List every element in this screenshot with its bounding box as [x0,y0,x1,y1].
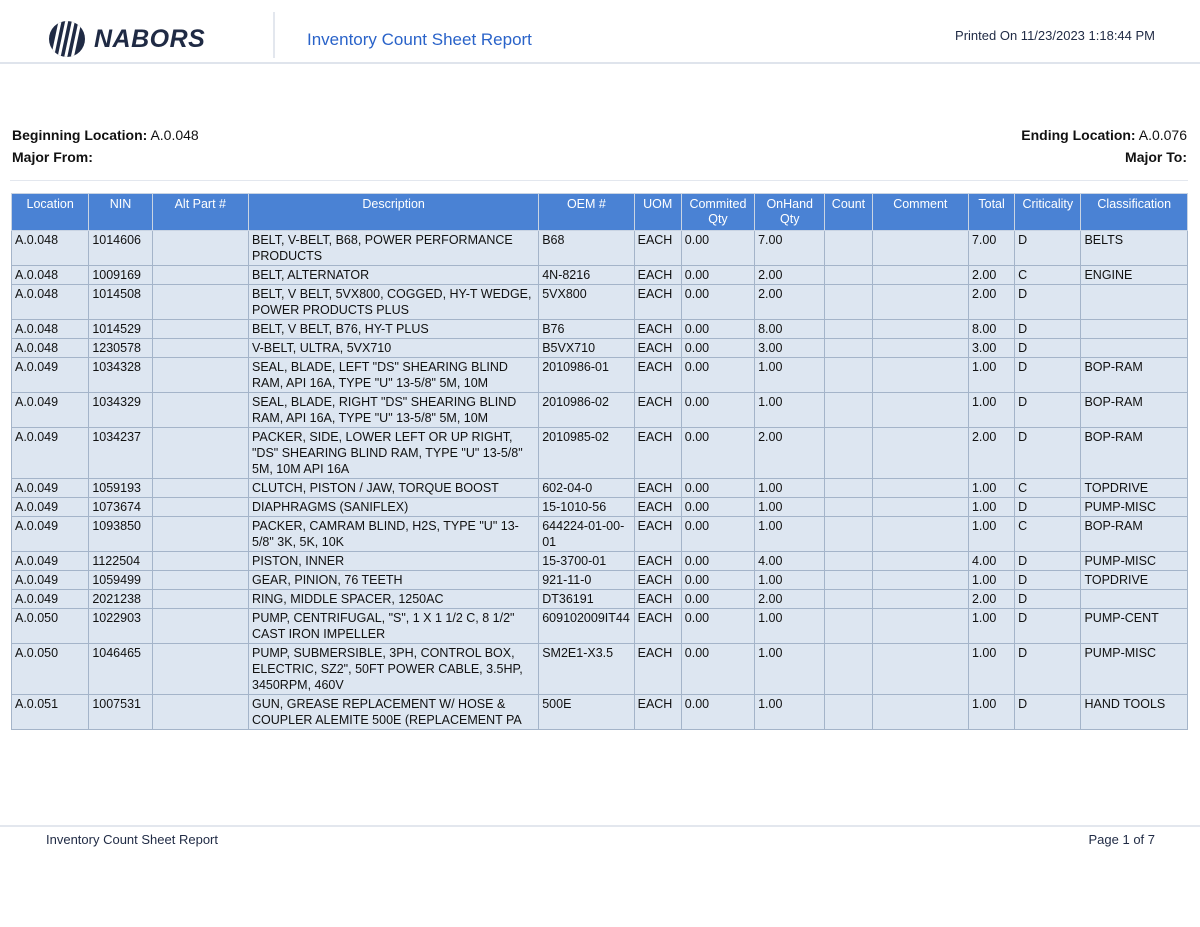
table-row [12,695,1188,730]
col-header-total[interactable]: Total [968,194,1014,231]
cell-nin: 1046465 [89,644,152,695]
cell-oem: 15-3700-01 [539,552,634,571]
cell-oem: 5VX800 [539,285,634,320]
cell-nin: 1009169 [89,266,152,285]
cell-uom: EACH [634,428,681,479]
cell-onhand-qty: 4.00 [755,552,825,571]
col-header-description[interactable]: Description [249,194,539,231]
cell-onhand-qty: 1.00 [755,517,825,552]
col-header-oem[interactable]: OEM # [539,194,634,231]
cell-nin: 2021238 [89,590,152,609]
cell-count[interactable] [825,320,872,339]
ending-location [1021,127,1187,149]
cell-alt-part [152,231,248,266]
cell-nin: 1014529 [89,320,152,339]
col-header-count[interactable]: Count [825,194,872,231]
cell-uom: EACH [634,266,681,285]
cell-description: SEAL, BLADE, RIGHT "DS" SHEARING BLIND RAM, API 16A, TYPE "U" 13-5/8" 5M, 10M [249,393,539,428]
cell-location: A.0.049 [12,552,89,571]
footer-rule [0,825,1200,827]
cell-oem: 15-1010-56 [539,498,634,517]
cell-oem: B5VX710 [539,339,634,358]
cell-commited-qty: 0.00 [681,644,754,695]
beginning-location [12,127,199,149]
cell-uom: EACH [634,571,681,590]
cell-oem: 609102009IT44 [539,609,634,644]
cell-commited-qty: 0.00 [681,339,754,358]
table-body [12,231,1188,730]
major-to [1021,149,1187,171]
cell-alt-part [152,479,248,498]
cell-comment[interactable] [872,231,968,266]
cell-description: PUMP, CENTRIFUGAL, "S", 1 X 1 1/2 C, 8 1/2" CAST IRON IMPELLER [249,609,539,644]
cell-oem: B76 [539,320,634,339]
cell-location: A.0.050 [12,644,89,695]
cell-onhand-qty: 1.00 [755,695,825,730]
cell-count[interactable] [825,339,872,358]
table-row [12,552,1188,571]
cell-total: 1.00 [968,609,1014,644]
cell-onhand-qty: 2.00 [755,428,825,479]
cell-description: BELT, V BELT, B76, HY-T PLUS [249,320,539,339]
cell-commited-qty: 0.00 [681,552,754,571]
cell-total: 2.00 [968,266,1014,285]
cell-total: 4.00 [968,552,1014,571]
cell-commited-qty: 0.00 [681,320,754,339]
table-row [12,358,1188,393]
cell-comment[interactable] [872,552,968,571]
cell-count[interactable] [825,517,872,552]
cell-oem: 2010986-01 [539,358,634,393]
cell-location: A.0.049 [12,393,89,428]
cell-uom: EACH [634,358,681,393]
cell-comment[interactable] [872,590,968,609]
cell-total: 7.00 [968,231,1014,266]
cell-nin: 1014508 [89,285,152,320]
cell-criticality: D [1015,644,1081,695]
table-row [12,339,1188,358]
cell-oem: 602-04-0 [539,479,634,498]
cell-count[interactable] [825,552,872,571]
cell-count[interactable] [825,571,872,590]
cell-nin: 1122504 [89,552,152,571]
cell-classification: TOPDRIVE [1081,479,1188,498]
cell-description: BELT, V BELT, 5VX800, COGGED, HY-T WEDGE, POWER PRODUCTS PLUS [249,285,539,320]
cell-criticality: D [1015,285,1081,320]
cell-comment[interactable] [872,266,968,285]
cell-description: PACKER, CAMRAM BLIND, H2S, TYPE "U" 13-5/8" 3K, 5K, 10K [249,517,539,552]
cell-onhand-qty: 2.00 [755,266,825,285]
cell-onhand-qty: 1.00 [755,479,825,498]
cell-criticality: D [1015,320,1081,339]
cell-classification: PUMP-MISC [1081,498,1188,517]
cell-alt-part [152,393,248,428]
cell-criticality: C [1015,266,1081,285]
cell-classification [1081,339,1188,358]
cell-criticality: D [1015,552,1081,571]
cell-location: A.0.049 [12,590,89,609]
cell-alt-part [152,571,248,590]
header-divider [273,12,275,58]
cell-alt-part [152,285,248,320]
cell-nin: 1059193 [89,479,152,498]
cell-count[interactable] [825,266,872,285]
cell-onhand-qty: 8.00 [755,320,825,339]
meta-right [1021,127,1187,171]
cell-classification: BOP-RAM [1081,358,1188,393]
cell-total: 1.00 [968,571,1014,590]
cell-total: 1.00 [968,517,1014,552]
cell-commited-qty: 0.00 [681,695,754,730]
cell-location: A.0.048 [12,266,89,285]
cell-comment[interactable] [872,571,968,590]
cell-count[interactable] [825,231,872,266]
cell-alt-part [152,266,248,285]
table-row [12,517,1188,552]
cell-oem: 500E [539,695,634,730]
cell-commited-qty: 0.00 [681,609,754,644]
cell-alt-part [152,552,248,571]
cell-classification [1081,320,1188,339]
cell-count[interactable] [825,498,872,517]
table-row [12,571,1188,590]
cell-onhand-qty: 2.00 [755,285,825,320]
cell-classification: BOP-RAM [1081,393,1188,428]
col-header-comment[interactable]: Comment [872,194,968,231]
cell-commited-qty: 0.00 [681,231,754,266]
cell-location: A.0.049 [12,479,89,498]
cell-oem: 644224-01-00-01 [539,517,634,552]
cell-comment[interactable] [872,644,968,695]
cell-comment[interactable] [872,428,968,479]
cell-onhand-qty: 7.00 [755,231,825,266]
table-row [12,498,1188,517]
cell-classification: ENGINE [1081,266,1188,285]
cell-nin: 1007531 [89,695,152,730]
cell-location: A.0.048 [12,339,89,358]
cell-description: SEAL, BLADE, LEFT "DS" SHEARING BLIND RAM, API 16A, TYPE "U" 13-5/8" 5M, 10M [249,358,539,393]
cell-alt-part [152,339,248,358]
cell-criticality: C [1015,517,1081,552]
cell-alt-part [152,590,248,609]
cell-comment[interactable] [872,479,968,498]
cell-uom: EACH [634,285,681,320]
cell-oem: 921-11-0 [539,571,634,590]
cell-classification: BOP-RAM [1081,428,1188,479]
cell-onhand-qty: 1.00 [755,644,825,695]
cell-criticality: D [1015,498,1081,517]
meta-rule [10,180,1188,181]
cell-count[interactable] [825,590,872,609]
cell-count[interactable] [825,358,872,393]
report-title: Inventory Count Sheet Report [307,30,532,49]
cell-nin: 1230578 [89,339,152,358]
cell-total: 1.00 [968,498,1014,517]
cell-description: GEAR, PINION, 76 TEETH [249,571,539,590]
cell-commited-qty: 0.00 [681,479,754,498]
cell-uom: EACH [634,339,681,358]
cell-criticality: D [1015,358,1081,393]
cell-comment[interactable] [872,320,968,339]
cell-count[interactable] [825,609,872,644]
cell-description: PACKER, SIDE, LOWER LEFT OR UP RIGHT, "DS" SHEARING BLIND RAM, TYPE "U" 13-5/8" 5M, 10M API 16A [249,428,539,479]
cell-onhand-qty: 1.00 [755,393,825,428]
cell-comment[interactable] [872,285,968,320]
cell-uom: EACH [634,590,681,609]
printed-timestamp: Printed On 11/23/2023 1:18:44 PM [955,28,1155,43]
cell-description: RING, MIDDLE SPACER, 1250AC [249,590,539,609]
cell-oem: B68 [539,231,634,266]
cell-commited-qty: 0.00 [681,428,754,479]
cell-comment[interactable] [872,393,968,428]
cell-total: 1.00 [968,393,1014,428]
col-header-commited-qty[interactable]: Commited Qty [681,194,754,231]
major-to-label: Major To: [1125,149,1187,165]
cell-uom: EACH [634,479,681,498]
logo-text: NABORS [94,24,206,53]
table-row [12,266,1188,285]
cell-onhand-qty: 1.00 [755,358,825,393]
cell-uom: EACH [634,695,681,730]
cell-nin: 1022903 [89,609,152,644]
cell-total: 1.00 [968,358,1014,393]
col-header-classification[interactable]: Classification [1081,194,1188,231]
cell-classification [1081,285,1188,320]
cell-description: PISTON, INNER [249,552,539,571]
page-indicator: Page 1 of 7 [1088,832,1155,847]
cell-comment[interactable] [872,609,968,644]
cell-onhand-qty: 1.00 [755,498,825,517]
report-header [0,0,1200,64]
cell-onhand-qty: 3.00 [755,339,825,358]
cell-oem: SM2E1-X3.5 [539,644,634,695]
cell-commited-qty: 0.00 [681,571,754,590]
ending-location-value: A.0.076 [1138,127,1187,143]
cell-uom: EACH [634,320,681,339]
cell-classification: PUMP-MISC [1081,552,1188,571]
cell-nin: 1073674 [89,498,152,517]
cell-description: GUN, GREASE REPLACEMENT W/ HOSE & COUPLER ALEMITE 500E (REPLACEMENT PA [249,695,539,730]
cell-classification: TOPDRIVE [1081,571,1188,590]
nabors-logo-icon [48,20,86,58]
table-row [12,590,1188,609]
col-header-nin[interactable]: NIN [89,194,152,231]
cell-criticality: D [1015,590,1081,609]
inventory-table [11,193,1188,730]
col-header-onhand-qty[interactable]: OnHand Qty [755,194,825,231]
cell-nin: 1059499 [89,571,152,590]
cell-total: 1.00 [968,695,1014,730]
cell-location: A.0.049 [12,571,89,590]
ending-location-label: Ending Location: [1021,127,1136,143]
cell-classification: BOP-RAM [1081,517,1188,552]
cell-onhand-qty: 1.00 [755,571,825,590]
cell-alt-part [152,428,248,479]
table-row [12,479,1188,498]
cell-criticality: D [1015,339,1081,358]
cell-nin: 1034329 [89,393,152,428]
cell-classification: PUMP-CENT [1081,609,1188,644]
table-row [12,428,1188,479]
cell-comment[interactable] [872,358,968,393]
cell-alt-part [152,695,248,730]
cell-oem: DT36191 [539,590,634,609]
table-row [12,609,1188,644]
cell-commited-qty: 0.00 [681,393,754,428]
cell-total: 2.00 [968,590,1014,609]
cell-count[interactable] [825,285,872,320]
cell-count[interactable] [825,479,872,498]
cell-location: A.0.048 [12,285,89,320]
cell-comment[interactable] [872,695,968,730]
col-header-uom[interactable]: UOM [634,194,681,231]
cell-alt-part [152,644,248,695]
cell-location: A.0.048 [12,231,89,266]
cell-description: DIAPHRAGMS (SANIFLEX) [249,498,539,517]
cell-location: A.0.049 [12,428,89,479]
table-row [12,393,1188,428]
cell-uom: EACH [634,231,681,266]
cell-total: 1.00 [968,479,1014,498]
cell-description: V-BELT, ULTRA, 5VX710 [249,339,539,358]
cell-location: A.0.049 [12,517,89,552]
cell-total: 1.00 [968,644,1014,695]
cell-alt-part [152,517,248,552]
cell-total: 8.00 [968,320,1014,339]
cell-comment[interactable] [872,517,968,552]
table-row [12,285,1188,320]
cell-location: A.0.049 [12,358,89,393]
cell-classification [1081,590,1188,609]
cell-commited-qty: 0.00 [681,590,754,609]
table-header-row [12,194,1188,231]
major-from-label: Major From: [12,149,93,165]
cell-onhand-qty: 2.00 [755,590,825,609]
beginning-location-value: A.0.048 [150,127,199,143]
cell-uom: EACH [634,393,681,428]
cell-count[interactable] [825,695,872,730]
cell-comment[interactable] [872,498,968,517]
cell-commited-qty: 0.00 [681,266,754,285]
cell-criticality: D [1015,695,1081,730]
cell-count[interactable] [825,644,872,695]
table-row [12,644,1188,695]
cell-location: A.0.050 [12,609,89,644]
cell-commited-qty: 0.00 [681,358,754,393]
header-rule [0,62,1200,64]
cell-oem: 4N-8216 [539,266,634,285]
cell-oem: 2010986-02 [539,393,634,428]
cell-uom: EACH [634,609,681,644]
cell-commited-qty: 0.00 [681,498,754,517]
cell-onhand-qty: 1.00 [755,609,825,644]
cell-nin: 1034237 [89,428,152,479]
footer-report-name: Inventory Count Sheet Report [46,832,218,847]
col-header-criticality[interactable]: Criticality [1015,194,1081,231]
cell-location: A.0.051 [12,695,89,730]
cell-criticality: D [1015,609,1081,644]
cell-total: 2.00 [968,285,1014,320]
cell-description: PUMP, SUBMERSIBLE, 3PH, CONTROL BOX, ELECTRIC, SZ2", 50FT POWER CABLE, 3.5HP, 3450RPM, 460V [249,644,539,695]
company-logo [48,20,205,58]
cell-criticality: D [1015,393,1081,428]
meta-left [12,127,199,171]
cell-nin: 1093850 [89,517,152,552]
cell-nin: 1014606 [89,231,152,266]
cell-location: A.0.049 [12,498,89,517]
cell-criticality: D [1015,231,1081,266]
cell-uom: EACH [634,644,681,695]
cell-description: BELT, ALTERNATOR [249,266,539,285]
col-header-location[interactable]: Location [12,194,89,231]
cell-location: A.0.048 [12,320,89,339]
cell-uom: EACH [634,517,681,552]
cell-commited-qty: 0.00 [681,517,754,552]
cell-alt-part [152,498,248,517]
cell-criticality: D [1015,428,1081,479]
table-row [12,231,1188,266]
cell-uom: EACH [634,552,681,571]
beginning-location-label: Beginning Location: [12,127,148,143]
cell-alt-part [152,320,248,339]
cell-nin: 1034328 [89,358,152,393]
cell-comment[interactable] [872,339,968,358]
cell-classification: PUMP-MISC [1081,644,1188,695]
table-row [12,320,1188,339]
cell-description: BELT, V-BELT, B68, POWER PERFORMANCE PRODUCTS [249,231,539,266]
cell-count[interactable] [825,428,872,479]
cell-oem: 2010985-02 [539,428,634,479]
cell-alt-part [152,358,248,393]
cell-count[interactable] [825,393,872,428]
cell-alt-part [152,609,248,644]
cell-description: CLUTCH, PISTON / JAW, TORQUE BOOST [249,479,539,498]
cell-uom: EACH [634,498,681,517]
cell-total: 3.00 [968,339,1014,358]
cell-commited-qty: 0.00 [681,285,754,320]
cell-classification: HAND TOOLS [1081,695,1188,730]
col-header-alt-part[interactable]: Alt Part # [152,194,248,231]
cell-total: 2.00 [968,428,1014,479]
cell-criticality: D [1015,571,1081,590]
cell-classification: BELTS [1081,231,1188,266]
major-from [12,149,199,171]
cell-criticality: C [1015,479,1081,498]
